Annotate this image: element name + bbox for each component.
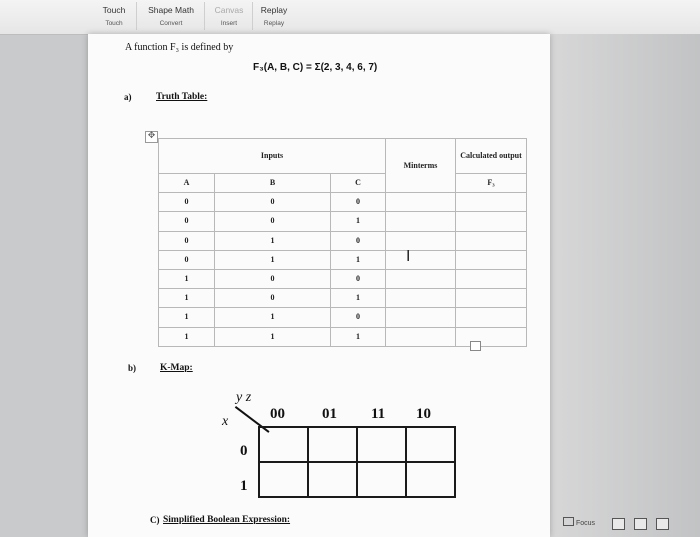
cell-b[interactable]: 0 bbox=[215, 269, 331, 288]
kmap-col-header: 01 bbox=[322, 406, 337, 422]
inputs-header[interactable]: Inputs bbox=[159, 139, 386, 174]
cell-b[interactable]: 1 bbox=[215, 308, 331, 327]
cell-output[interactable] bbox=[456, 231, 527, 250]
kmap-cell[interactable] bbox=[308, 427, 357, 462]
calculated-output-header[interactable]: Calculated output bbox=[456, 139, 527, 174]
cell-minterm[interactable] bbox=[386, 308, 456, 327]
cell-output[interactable] bbox=[456, 327, 527, 346]
minterms-header[interactable]: Minterms bbox=[386, 139, 456, 193]
touch-button[interactable] bbox=[92, 2, 137, 30]
kmap-cell[interactable] bbox=[308, 462, 357, 497]
kmap-col-header: 10 bbox=[416, 406, 431, 422]
web-layout-icon[interactable] bbox=[656, 518, 669, 530]
insert-label: Insert bbox=[220, 20, 238, 27]
replay-sub-label: Replay bbox=[263, 20, 285, 27]
kmap-cell[interactable] bbox=[357, 462, 406, 497]
focus-label: Focus bbox=[576, 520, 596, 527]
toolbar bbox=[0, 0, 700, 35]
cell-a[interactable]: 0 bbox=[159, 231, 215, 250]
kmap-cell[interactable] bbox=[357, 427, 406, 462]
shape-math-label: Shape Math bbox=[148, 5, 194, 15]
cell-b[interactable]: 1 bbox=[215, 327, 331, 346]
cell-minterm[interactable] bbox=[386, 231, 456, 250]
replay-label: Replay bbox=[260, 5, 288, 15]
text-cursor-icon: I bbox=[406, 247, 411, 265]
part-a-label: a) bbox=[124, 92, 132, 102]
kmap-cell[interactable] bbox=[406, 462, 455, 497]
cell-output[interactable] bbox=[456, 212, 527, 231]
workspace-background bbox=[550, 34, 700, 537]
cell-c[interactable]: 1 bbox=[331, 250, 386, 269]
table-resize-handle[interactable] bbox=[470, 341, 481, 351]
kmap-cell[interactable] bbox=[259, 427, 308, 462]
kmap-title: K-Map: bbox=[160, 363, 193, 373]
kmap-cell[interactable] bbox=[406, 427, 455, 462]
cell-minterm[interactable] bbox=[386, 327, 456, 346]
intro-text: A function F₃ is defined by bbox=[125, 42, 234, 53]
simplified-expression-title: Simplified Boolean Expression: bbox=[163, 515, 291, 525]
cell-minterm[interactable] bbox=[386, 269, 456, 288]
table-row bbox=[159, 193, 527, 212]
part-b-label: b) bbox=[128, 363, 137, 373]
kmap-x-label: x bbox=[222, 414, 229, 429]
cell-a[interactable]: 0 bbox=[159, 250, 215, 269]
cell-minterm[interactable] bbox=[386, 212, 456, 231]
cell-b[interactable]: 0 bbox=[215, 212, 331, 231]
table-row bbox=[159, 231, 527, 250]
cell-c[interactable]: 0 bbox=[331, 231, 386, 250]
table-move-handle-icon[interactable]: ✥ bbox=[145, 131, 158, 143]
cell-b[interactable]: 1 bbox=[215, 250, 331, 269]
table-row bbox=[159, 250, 527, 269]
read-mode-icon[interactable] bbox=[612, 518, 625, 530]
cell-a[interactable]: 1 bbox=[159, 327, 215, 346]
cell-output[interactable] bbox=[456, 250, 527, 269]
kmap-row-header: 0 bbox=[240, 443, 248, 459]
header-a[interactable]: A bbox=[159, 174, 215, 193]
print-layout-icon[interactable] bbox=[634, 518, 647, 530]
focus-icon bbox=[563, 517, 574, 526]
header-f3[interactable]: F₃ bbox=[456, 174, 527, 193]
table-row bbox=[159, 269, 527, 288]
cell-c[interactable]: 1 bbox=[331, 289, 386, 308]
cell-b[interactable]: 0 bbox=[215, 193, 331, 212]
canvas-label: Canvas bbox=[214, 5, 244, 15]
kmap-grid[interactable] bbox=[258, 426, 456, 498]
touch-label: Touch bbox=[102, 5, 126, 15]
kmap-cell[interactable] bbox=[259, 462, 308, 497]
cell-output[interactable] bbox=[456, 289, 527, 308]
cell-b[interactable]: 1 bbox=[215, 231, 331, 250]
kmap-yz-label: y z bbox=[236, 390, 252, 405]
replay-button[interactable] bbox=[252, 2, 296, 30]
cell-c[interactable]: 0 bbox=[331, 308, 386, 327]
cell-minterm[interactable] bbox=[386, 193, 456, 212]
cell-b[interactable]: 0 bbox=[215, 289, 331, 308]
table-row bbox=[159, 289, 527, 308]
cell-minterm[interactable] bbox=[386, 289, 456, 308]
kmap-col-header: 00 bbox=[270, 406, 285, 422]
kmap-col-header: 11 bbox=[371, 406, 386, 422]
cell-a[interactable]: 0 bbox=[159, 212, 215, 231]
cell-a[interactable]: 1 bbox=[159, 289, 215, 308]
cell-c[interactable]: 1 bbox=[331, 327, 386, 346]
document-page[interactable] bbox=[88, 34, 550, 537]
cell-output[interactable] bbox=[456, 269, 527, 288]
cell-a[interactable]: 1 bbox=[159, 308, 215, 327]
truth-table[interactable] bbox=[158, 138, 527, 347]
table-row bbox=[159, 308, 527, 327]
cell-c[interactable]: 1 bbox=[331, 212, 386, 231]
cell-c[interactable]: 0 bbox=[331, 193, 386, 212]
truth-table-title: Truth Table: bbox=[156, 92, 208, 102]
table-row bbox=[159, 212, 527, 231]
header-b[interactable]: B bbox=[215, 174, 331, 193]
cell-a[interactable]: 0 bbox=[159, 193, 215, 212]
function-formula: F₃(A, B, C) = Σ(2, 3, 4, 6, 7) bbox=[253, 62, 378, 73]
focus-button[interactable] bbox=[563, 517, 609, 531]
canvas-insert-button[interactable] bbox=[206, 2, 253, 30]
cell-output[interactable] bbox=[456, 193, 527, 212]
cell-minterm[interactable] bbox=[386, 250, 456, 269]
touch-sub-label: Touch bbox=[105, 20, 123, 27]
kmap-row-header: 1 bbox=[240, 478, 248, 494]
part-c-label: C) bbox=[150, 515, 160, 525]
cell-c[interactable]: 0 bbox=[331, 269, 386, 288]
cell-output[interactable] bbox=[456, 308, 527, 327]
header-c[interactable]: C bbox=[331, 174, 386, 193]
cell-a[interactable]: 1 bbox=[159, 269, 215, 288]
convert-label: Convert bbox=[159, 20, 183, 27]
shape-math-convert-button[interactable] bbox=[138, 2, 205, 30]
